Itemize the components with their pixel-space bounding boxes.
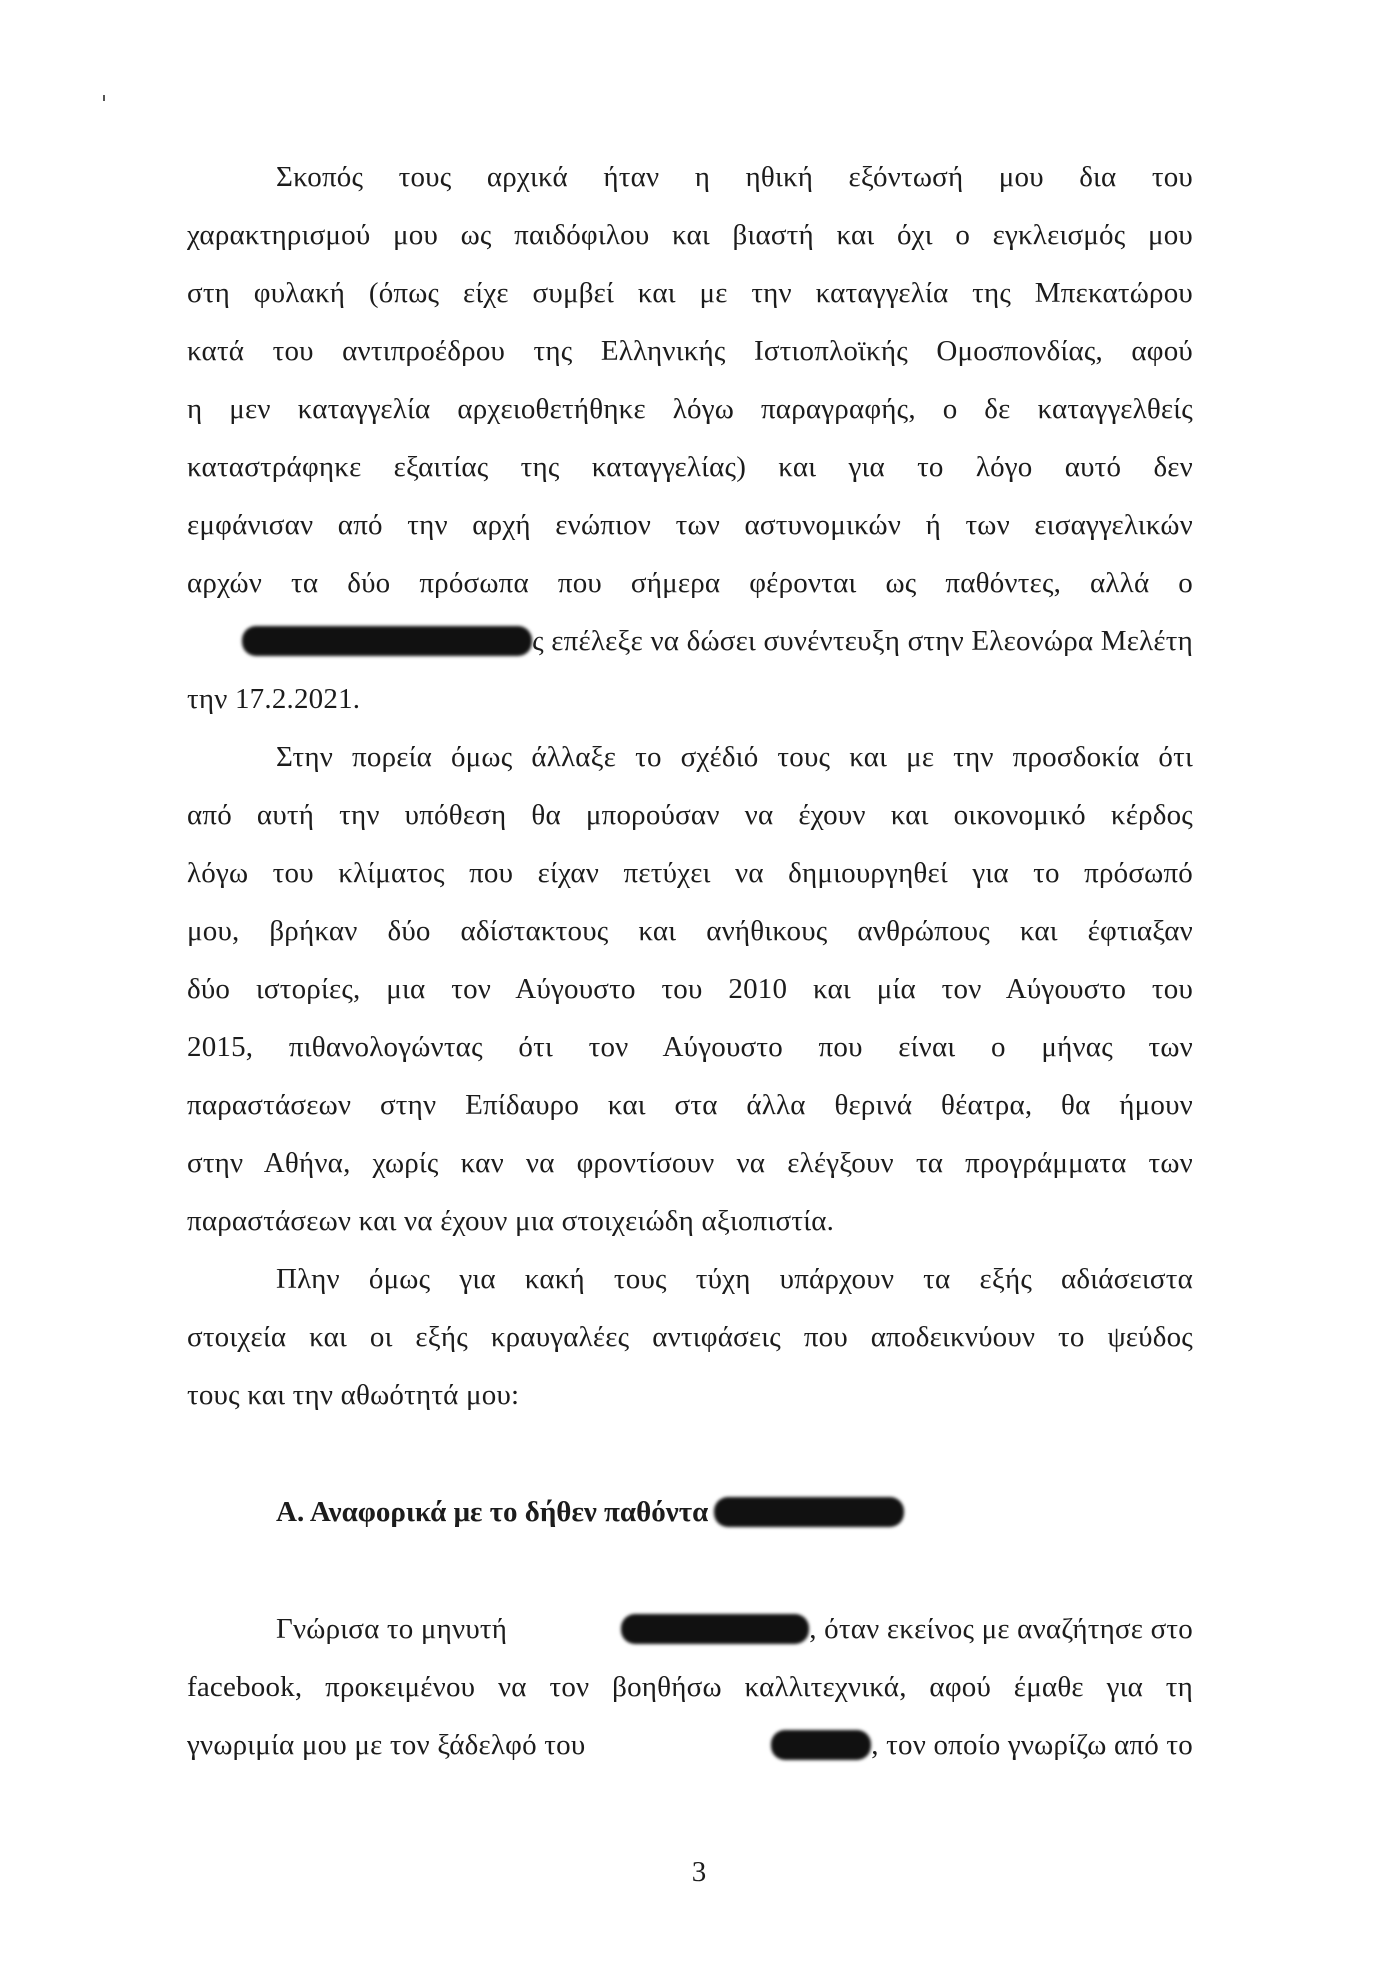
paragraph-line (187, 1725, 1193, 1765)
paragraph-line: λόγω του κλίματος που είχαν πετύχει να δημιουργηθεί για το πρόσωπό (187, 857, 1193, 889)
paragraph-line: 2015, πιθανολογώντας ότι τον Αύγουστο που είναι ο μήνας των (187, 1031, 1193, 1063)
scan-speck (103, 95, 105, 101)
page-number: 3 (691, 1856, 707, 1888)
section-heading (276, 1492, 904, 1532)
paragraph-line: τους και την αθωότητά μου: (187, 1379, 520, 1411)
paragraph-line: στοιχεία και οι εξής κραυγαλέες αντιφάσεις που αποδεικνύουν το ψεύδος (187, 1321, 1193, 1353)
paragraph-line: στην Αθήνα, χωρίς καν να φροντίσουν να ελέγξουν τα προγράμματα των (187, 1147, 1193, 1179)
paragraph-line: εμφάνισαν από την αρχή ενώπιον των αστυνομικών ή των εισαγγελικών (187, 509, 1193, 541)
paragraph-line: από αυτή την υπόθεση θα μπορούσαν να έχουν και οικονομικό κέρδος (187, 799, 1193, 831)
paragraph-line: Στην πορεία όμως άλλαξε το σχέδιό τους και με την προσδοκία ότι (276, 741, 1193, 773)
redaction-mark (771, 1730, 871, 1760)
paragraph-line: καταστράφηκε εξαιτίας της καταγγελίας) και για το λόγο αυτό δεν (187, 451, 1193, 483)
paragraph-line-text: ς επέλεξε να δώσει συνέντευξη στην Ελεονώρα Μελέτη (532, 625, 1193, 657)
paragraph-line: Πλην όμως για κακή τους τύχη υπάρχουν τα εξής αδιάσειστα (276, 1263, 1193, 1295)
paragraph-line-group (621, 1609, 1193, 1649)
paragraph-line (150, 621, 1193, 661)
paragraph-line: χαρακτηρισμού μου ως παιδόφιλου και βιαστή και όχι ο εγκλεισμός μου (187, 219, 1193, 251)
paragraph-line: αρχών τα δύο πρόσωπα που σήμερα φέρονται ως παθόντες, αλλά ο (187, 567, 1193, 599)
paragraph-line-text: γνωριμία μου με τον ξάδελφό του (187, 1729, 586, 1761)
redaction-mark (714, 1497, 904, 1527)
paragraph-line: κατά του αντιπροέδρου της Ελληνικής Ιστιοπλοϊκής Ομοσπονδίας, αφού (187, 335, 1193, 367)
redaction-mark (242, 626, 532, 656)
section-heading-text: Α. Αναφορικά με το δήθεν παθόντα (276, 1496, 709, 1528)
paragraph-line (276, 1609, 1193, 1649)
paragraph-line: μου, βρήκαν δύο αδίστακτους και ανήθικους ανθρώπους και έφτιαξαν (187, 915, 1193, 947)
paragraph-line: στη φυλακή (όπως είχε συμβεί και με την καταγγελία της Μπεκατώρου (187, 277, 1193, 309)
paragraph-line: παραστάσεων στην Επίδαυρο και στα άλλα θερινά θέατρα, θα ήμουν (187, 1089, 1193, 1121)
paragraph-line-text: , τον οποίο γνωρίζω από το (871, 1729, 1193, 1761)
paragraph-line: Σκοπός τους αρχικά ήταν η ηθική εξόντωσή μου δια του (276, 161, 1193, 193)
paragraph-line-text: , όταν εκείνος με αναζήτησε στο (809, 1613, 1193, 1645)
paragraph-line: παραστάσεων και να έχουν μια στοιχειώδη αξιοπιστία. (187, 1205, 835, 1237)
paragraph-line-text: Γνώρισα το μηνυτή (276, 1613, 508, 1645)
paragraph-line: την 17.2.2021. (187, 683, 361, 715)
paragraph-line: facebook, προκειμένου να τον βοηθήσω καλλιτεχνικά, αφού έμαθε για τη (187, 1671, 1193, 1703)
redaction-mark (621, 1614, 809, 1644)
paragraph-line-group (771, 1725, 1193, 1765)
paragraph-line: δύο ιστορίες, μια τον Αύγουστο του 2010 και μία τον Αύγουστο του (187, 973, 1193, 1005)
paragraph-line: η μεν καταγγελία αρχειοθετήθηκε λόγω παραγραφής, ο δε καταγγελθείς (187, 393, 1193, 425)
